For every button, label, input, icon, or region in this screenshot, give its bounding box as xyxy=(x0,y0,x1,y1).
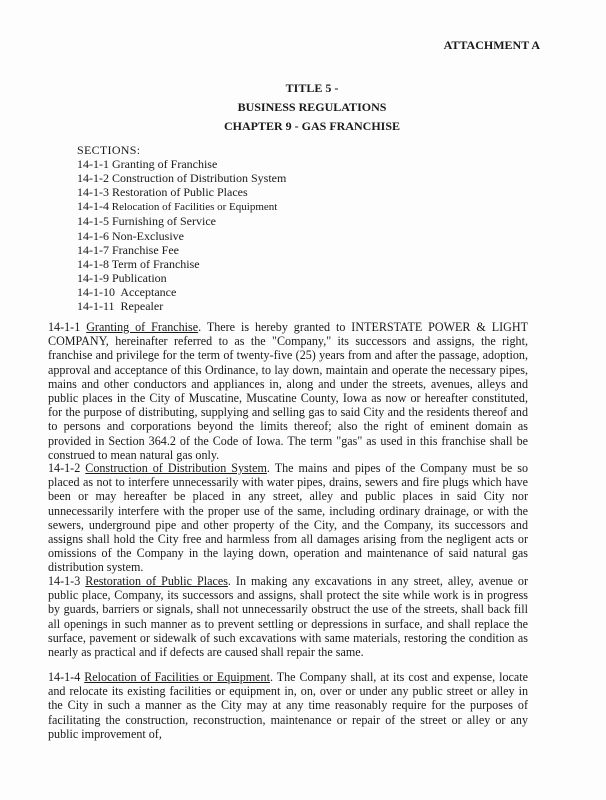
section-title: Granting of Franchise xyxy=(112,157,218,172)
section-title: Term of Franchise xyxy=(111,256,200,271)
section-item xyxy=(77,285,286,299)
section-item xyxy=(77,214,286,228)
section-number: 14-1-1 xyxy=(77,157,109,172)
sections-list xyxy=(77,143,286,313)
section-number: 14-1-2 xyxy=(77,171,109,186)
section-item xyxy=(77,185,286,199)
chapter-title: CHAPTER 9 - GAS FRANCHISE xyxy=(223,119,400,133)
paragraph-number: 14-1-2 xyxy=(48,461,81,475)
paragraph-text: . There is hereby granted to INTERSTATE POWER & LIGHT COMPANY, hereinafter referred to as the "Company," its successors and assigns, the right, franchise and privilege for the term of twenty-five (25) years from and after the passage, adoption, approval and acceptance of this Ordinance, to lay down, maintain and operate the necessary pipes, mains and other conductors and appliances in, along and under the streets, avenues, alleys and public places in the City of Muscatine, Muscatine County, Iowa as now or hereafter constituted, for the purpose of distributing, supplying and selling gas to said City and the residents thereof and to persons and corporations beyond the limits thereof; also the right of eminent domain as provided in Section 364.2 of the Code of Iowa. The term "gas" as used in this franchise shall be construed to mean natural gas only. xyxy=(48,320,528,462)
paragraph-text: . In making any excavations in any street, alley, avenue or public place, Company, its successors and assigns, shall protect the site while work is in progress by guards, barriers or signals, shall not unnecessarily obstruct the use of the streets, shall back fill all openings in such manner as to prevent settling or depressions in surface, and shall replace the surface, pavement or sidewalk of such excavations with same materials, restoring the condition as nearly as practical and if defects are caused shall repair the same. xyxy=(48,574,528,660)
paragraph-title: Restoration of Public Places xyxy=(85,574,228,588)
paragraph-number: 14-1-4 xyxy=(48,670,81,684)
section-number: 14-1-10 xyxy=(77,284,115,299)
section-title: Construction of Distribution System xyxy=(112,171,287,186)
section-item xyxy=(77,171,286,185)
paragraph-title: Granting of Franchise xyxy=(86,320,199,334)
section-item xyxy=(77,299,286,313)
paragraph-text: . The mains and pipes of the Company must be so placed as not to interfere unnecessarily with water pipes, drains, sewers and fire plugs which have been or may hereafter be placed in any street, alley and public places in said City nor unnecessarily interfere with the proper use of the same, including ordinary drainage, or with the sewers, underground pipe and other property of the City, and the Company, its successors and assigns shall hold the City free and harmless from all damages arising from the negligent acts or omissions of the Company in the laying down, operation and maintenance of said natural gas distribution system. xyxy=(48,461,528,575)
section-item xyxy=(77,199,286,214)
title-line: BUSINESS REGULATIONS xyxy=(237,100,387,114)
section-item xyxy=(77,257,286,271)
document-title-block xyxy=(0,79,606,136)
section-number: 14-1-11 xyxy=(77,299,115,314)
section-title: Acceptance xyxy=(118,284,177,299)
section-number: 14-1-7 xyxy=(77,242,109,257)
paragraph-text: . The Company shall, at its cost and expense, locate and relocate its existing facilities or equipment in, on, over or under any public street or alley in the City in such a manner as the City may at any time reasonably require for the purposes of facilitating the construction, reconstruction, maintenance or repair of the street or alley or any public improvement of, xyxy=(48,670,528,741)
section-number: 14-1-8 xyxy=(77,256,109,271)
section-paragraph-relocation xyxy=(48,670,528,741)
section-title: Relocation of Facilities or Equipment xyxy=(111,201,278,214)
section-item xyxy=(77,243,286,257)
paragraph-title: Relocation of Facilities or Equipment xyxy=(84,670,270,684)
section-title: Restoration of Public Places xyxy=(112,185,248,200)
title-line: TITLE 5 - xyxy=(285,81,339,95)
section-title: Repealer xyxy=(117,299,164,314)
section-title: Non-Exclusive xyxy=(112,228,184,243)
section-number: 14-1-3 xyxy=(77,185,109,200)
paragraph-title: Construction of Distribution System xyxy=(85,461,267,475)
section-number: 14-1-5 xyxy=(77,214,109,229)
section-title: Franchise Fee xyxy=(112,242,179,257)
section-item xyxy=(77,157,286,171)
section-paragraph-construction xyxy=(48,461,528,575)
section-number: 14-1-6 xyxy=(77,228,109,243)
sections-heading: SECTIONS: xyxy=(77,143,141,157)
section-title: Furnishing of Service xyxy=(112,214,216,229)
section-number: 14-1-9 xyxy=(77,270,109,285)
section-title: Publication xyxy=(112,270,167,285)
paragraph-number: 14-1-3 xyxy=(48,574,81,588)
section-paragraph-granting xyxy=(48,320,528,462)
section-paragraph-restoration xyxy=(48,574,528,659)
section-number: 14-1-4 xyxy=(77,199,109,214)
section-item xyxy=(77,229,286,243)
attachment-label: ATTACHMENT A xyxy=(443,38,540,52)
paragraph-number: 14-1-1 xyxy=(48,320,81,334)
section-item xyxy=(77,271,286,285)
